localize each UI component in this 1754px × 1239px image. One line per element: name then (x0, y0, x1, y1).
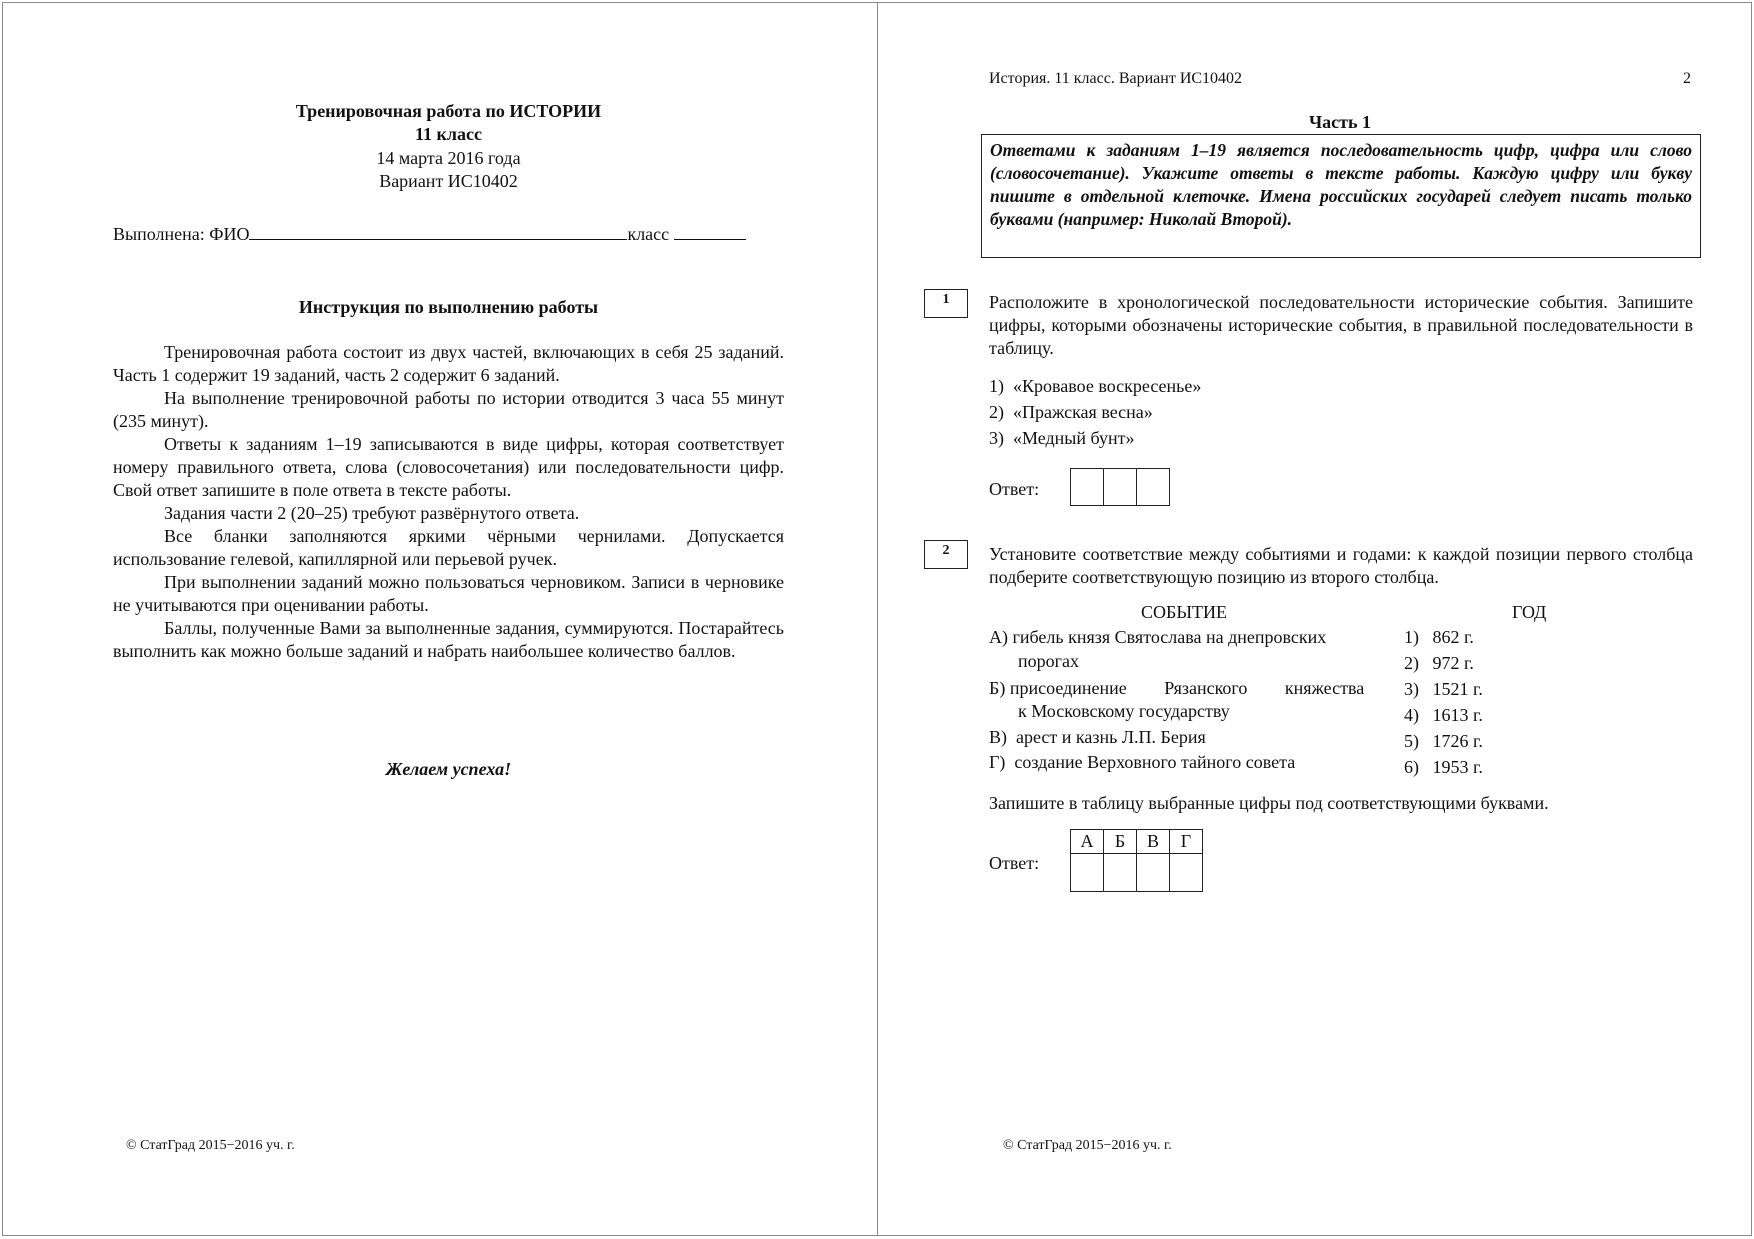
instruction-paragraph: Все бланки заполняются яркими чёрными чернилами. Допускается использование гелевой, капиллярной или перьевой ручек. (113, 526, 784, 569)
name-line (113, 223, 793, 246)
right-page (877, 0, 1754, 1239)
running-header: История. 11 класс. Вариант ИС10402 (989, 70, 1243, 87)
events-column-header: СОБЫТИЕ (1141, 602, 1228, 622)
instruction-paragraph: Ответы к заданиям 1–19 записываются в виде цифры, которая соответствует номеру правильного ответа, слова (словосочетания) или последовательности цифр. Свой ответ запишите в поле ответа в тексте работы. (113, 434, 784, 500)
event-item: Б) присоединение Рязанского княжества (989, 678, 1365, 698)
letter-header: А (1071, 830, 1104, 854)
answer-label: Ответ: (989, 479, 1040, 499)
part-note: Ответами к заданиям 1–19 является последовательность цифр, цифра или слово (словосочетание). Укажите ответы в тексте работы. Каждую цифру или букву пишите в отдельной клеточке. Имена российских государей следует писать только буквами (например: Николай Второй). (981, 134, 1701, 258)
year-item: 6) 1953 г. (1404, 757, 1483, 777)
year-item: 4) 1613 г. (1404, 705, 1483, 725)
year-item: 1) 862 г. (1404, 627, 1474, 647)
name-field[interactable] (249, 223, 627, 240)
class-field[interactable] (674, 223, 746, 240)
instruction-paragraph: Тренировочная работа состоит из двух частей, включающих в себя 25 заданий. Часть 1 содержит 19 заданий, часть 2 содержит 6 заданий. (113, 342, 784, 385)
letter-header: Б (1104, 830, 1137, 854)
question-1-text: Расположите в хронологической последовательности исторические события. Запишите цифры, которыми обозначены исторические события, в правильной последовательности в таблицу. (989, 292, 1693, 358)
event-item: Г) создание Верховного тайного совета (989, 752, 1296, 772)
question-2-instruction: Запишите в таблицу выбранные цифры под соответствующими буквами. (989, 793, 1549, 813)
event-item-continued: порогах (1018, 651, 1080, 671)
instruction-paragraph: На выполнение тренировочной работы по истории отводится 3 часа 55 минут (235 минут). (113, 388, 784, 431)
instruction-paragraph: Задания части 2 (20–25) требуют развёрнутого ответа. (164, 503, 580, 523)
part-title: Часть 1 (1308, 112, 1372, 132)
class-label: класс (627, 224, 670, 244)
question-1-number: 1 (924, 289, 968, 318)
done-label: Выполнена: ФИО (113, 224, 250, 244)
event-item-continued: к Московскому государству (1018, 701, 1230, 721)
answer-cell[interactable] (1071, 854, 1104, 892)
letter-header: В (1137, 830, 1170, 854)
list-item: 1) «Кровавое воскресенье» (989, 376, 1202, 396)
doc-title: Тренировочная работа по ИСТОРИИ (295, 101, 602, 121)
doc-grade: 11 класс (415, 124, 482, 144)
event-item: А) гибель князя Святослава на днепровских (989, 627, 1327, 647)
doc-date: 14 марта 2016 года (376, 148, 521, 168)
left-footer: © СтатГрад 2015−2016 уч. г. (126, 1138, 295, 1153)
doc-variant: Вариант ИС10402 (379, 171, 518, 191)
answer-cell[interactable] (1104, 469, 1137, 506)
event-item: В) арест и казнь Л.П. Берия (989, 727, 1206, 747)
question-2-number: 2 (924, 540, 968, 569)
wish-text: Желаем успеха! (385, 759, 512, 779)
letter-header: Г (1170, 830, 1203, 854)
year-item: 3) 1521 г. (1404, 679, 1483, 699)
instruction-paragraph: Баллы, полученные Вами за выполненные задания, суммируются. Постарайтесь выполнить как можно больше заданий и набрать наибольшее количество баллов. (113, 618, 784, 661)
answer-table-1 (1070, 468, 1170, 506)
answer-cell[interactable] (1071, 469, 1104, 506)
page-number: 2 (1683, 70, 1691, 87)
answer-cell[interactable] (1137, 469, 1170, 506)
year-item: 2) 972 г. (1404, 653, 1474, 673)
instructions-title: Инструкция по выполнению работы (298, 297, 599, 317)
instructions-body (113, 341, 784, 663)
list-item: 2) «Пражская весна» (989, 402, 1153, 422)
answer-cell[interactable] (1170, 854, 1203, 892)
right-footer: © СтатГрад 2015−2016 уч. г. (1003, 1138, 1172, 1153)
question-2-text: Установите соответствие между событиями и годами: к каждой позиции первого столбца подберите соответствующую позицию из второго столбца. (989, 544, 1693, 587)
answer-cell[interactable] (1137, 854, 1170, 892)
answer-table-2 (1070, 829, 1203, 892)
year-item: 5) 1726 г. (1404, 731, 1483, 751)
list-item: 3) «Медный бунт» (989, 428, 1135, 448)
answer-label: Ответ: (989, 853, 1040, 873)
instruction-paragraph: При выполнении заданий можно пользоваться черновиком. Записи в черновике не учитываются при оценивании работы. (113, 572, 784, 615)
answer-cell[interactable] (1104, 854, 1137, 892)
years-column-header: ГОД (1512, 602, 1547, 622)
